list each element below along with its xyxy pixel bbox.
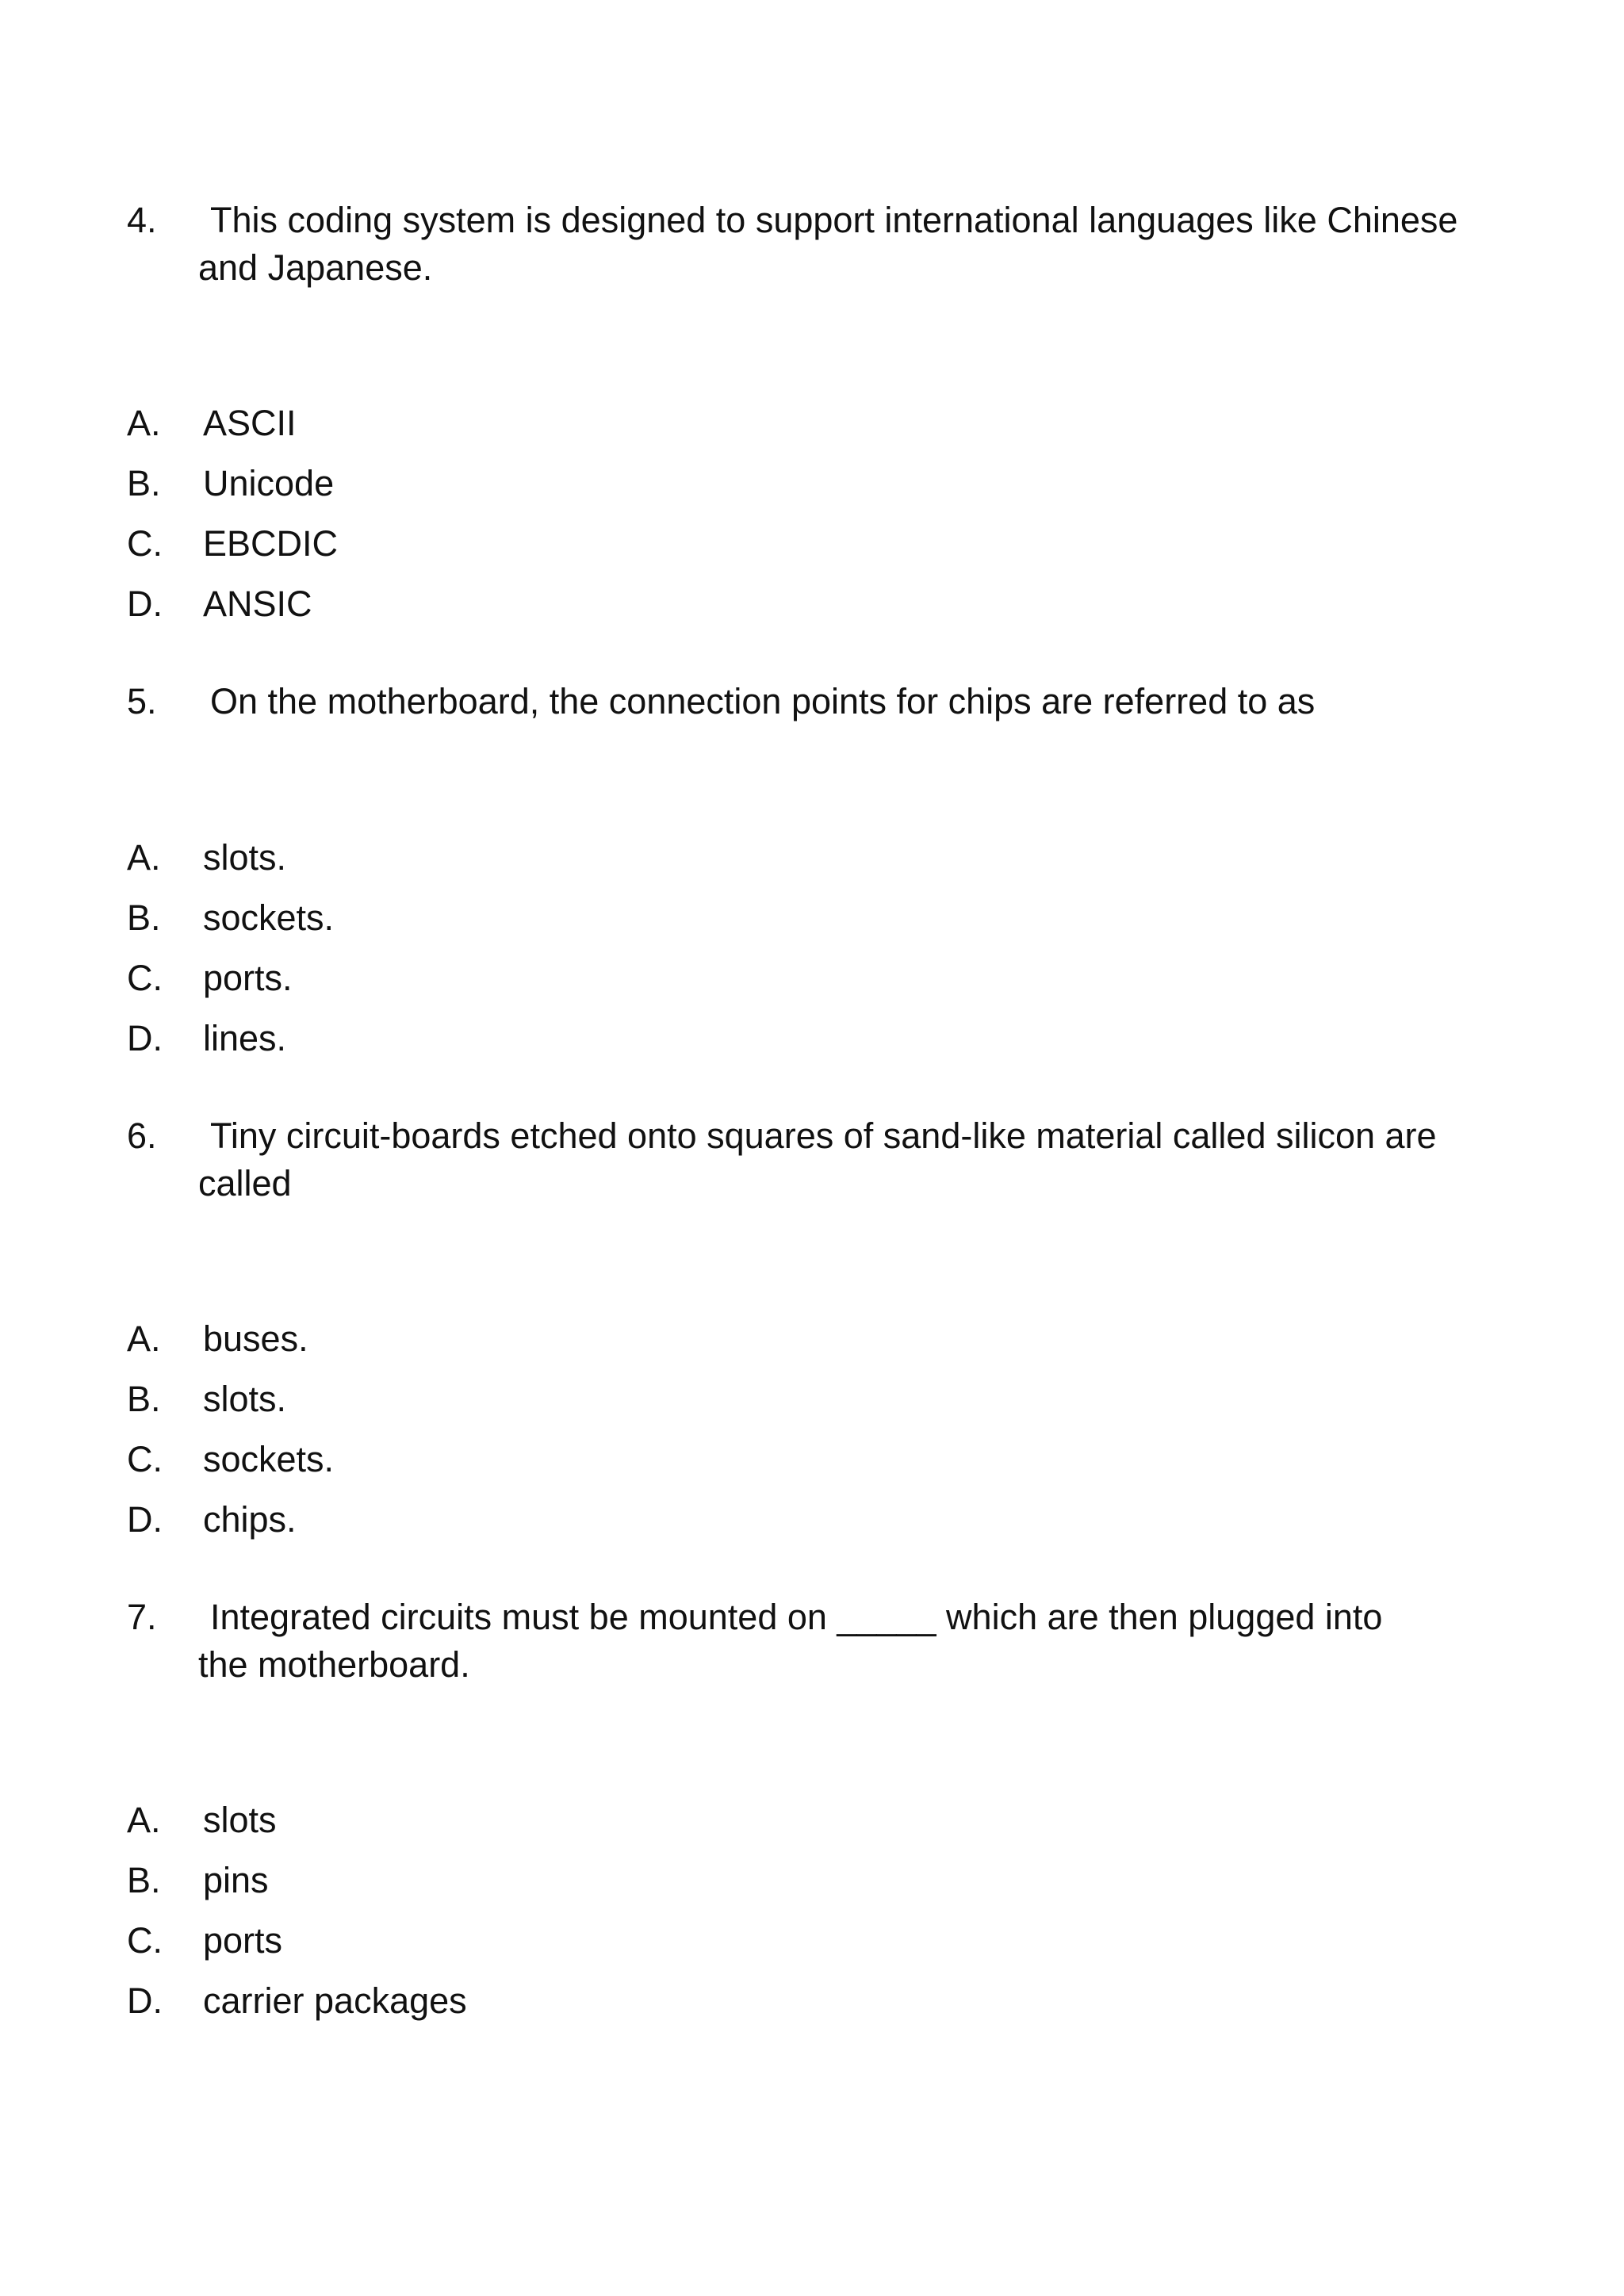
option-4a	[127, 393, 338, 453]
option-text: EBCDIC	[203, 523, 339, 564]
options-question-4	[127, 393, 338, 634]
question-number: 7.	[127, 1597, 157, 1637]
option-letter: C.	[127, 958, 163, 998]
option-letter: B.	[127, 1860, 161, 1900]
option-7d	[127, 1971, 467, 2031]
option-7c	[127, 1911, 467, 1971]
question-7-line-1	[127, 1594, 1475, 1641]
option-letter: C.	[127, 1439, 163, 1479]
option-text: lines.	[203, 1018, 287, 1058]
option-text: buses.	[203, 1318, 308, 1359]
option-5c	[127, 948, 334, 1008]
option-text: ASCII	[203, 403, 297, 443]
option-6d	[127, 1490, 334, 1550]
options-question-6	[127, 1309, 334, 1550]
option-letter: B.	[127, 463, 161, 503]
question-5	[127, 678, 1475, 725]
option-text: ports.	[203, 958, 293, 998]
option-text: ports	[203, 1920, 283, 1961]
option-letter: B.	[127, 1379, 161, 1419]
question-number: 5.	[127, 681, 157, 721]
option-text: slots	[203, 1800, 277, 1840]
option-letter: C.	[127, 1920, 163, 1961]
question-6	[127, 1112, 1475, 1207]
option-5a	[127, 828, 334, 888]
options-question-7	[127, 1790, 467, 2031]
option-6c	[127, 1429, 334, 1490]
option-4c	[127, 514, 338, 574]
option-text: ANSIC	[203, 584, 312, 624]
option-text: slots.	[203, 1379, 287, 1419]
option-letter: D.	[127, 1980, 163, 2021]
option-text: sockets.	[203, 897, 335, 938]
option-letter: A.	[127, 403, 161, 443]
option-4d	[127, 574, 338, 634]
option-text: slots.	[203, 837, 287, 878]
option-4b	[127, 453, 338, 514]
option-5b	[127, 888, 334, 948]
option-letter: D.	[127, 1499, 163, 1540]
option-letter: B.	[127, 897, 161, 938]
question-6-line-2: called	[198, 1163, 292, 1203]
question-7-line-2: the motherboard.	[198, 1644, 470, 1685]
option-letter: D.	[127, 584, 163, 624]
question-4	[127, 197, 1475, 292]
option-text: carrier packages	[203, 1980, 467, 2021]
question-5-line-1	[127, 678, 1475, 725]
option-7a	[127, 1790, 467, 1850]
option-text: chips.	[203, 1499, 297, 1540]
options-question-5	[127, 828, 334, 1069]
option-letter: D.	[127, 1018, 163, 1058]
question-4-line-2: and Japanese.	[198, 247, 433, 288]
option-letter: A.	[127, 1800, 161, 1840]
option-letter: A.	[127, 837, 161, 878]
question-text: This coding system is designed to support international languages like Chinese	[210, 200, 1458, 240]
question-text: On the motherboard, the connection points for chips are referred to as	[210, 681, 1316, 721]
option-5d	[127, 1008, 334, 1069]
question-number: 6.	[127, 1115, 157, 1156]
option-text: Unicode	[203, 463, 335, 503]
option-letter: C.	[127, 523, 163, 564]
question-6-line-1	[127, 1112, 1475, 1160]
option-6b	[127, 1369, 334, 1429]
question-number: 4.	[127, 200, 157, 240]
option-6a	[127, 1309, 334, 1369]
question-text: Tiny circuit-boards etched onto squares of sand-like material called silicon are	[210, 1115, 1437, 1156]
option-7b	[127, 1850, 467, 1911]
option-text: sockets.	[203, 1439, 335, 1479]
question-text: Integrated circuits must be mounted on _____ which are then plugged into	[210, 1597, 1383, 1637]
option-text: pins	[203, 1860, 269, 1900]
question-7	[127, 1594, 1475, 1689]
option-letter: A.	[127, 1318, 161, 1359]
question-4-line-1	[127, 197, 1475, 244]
